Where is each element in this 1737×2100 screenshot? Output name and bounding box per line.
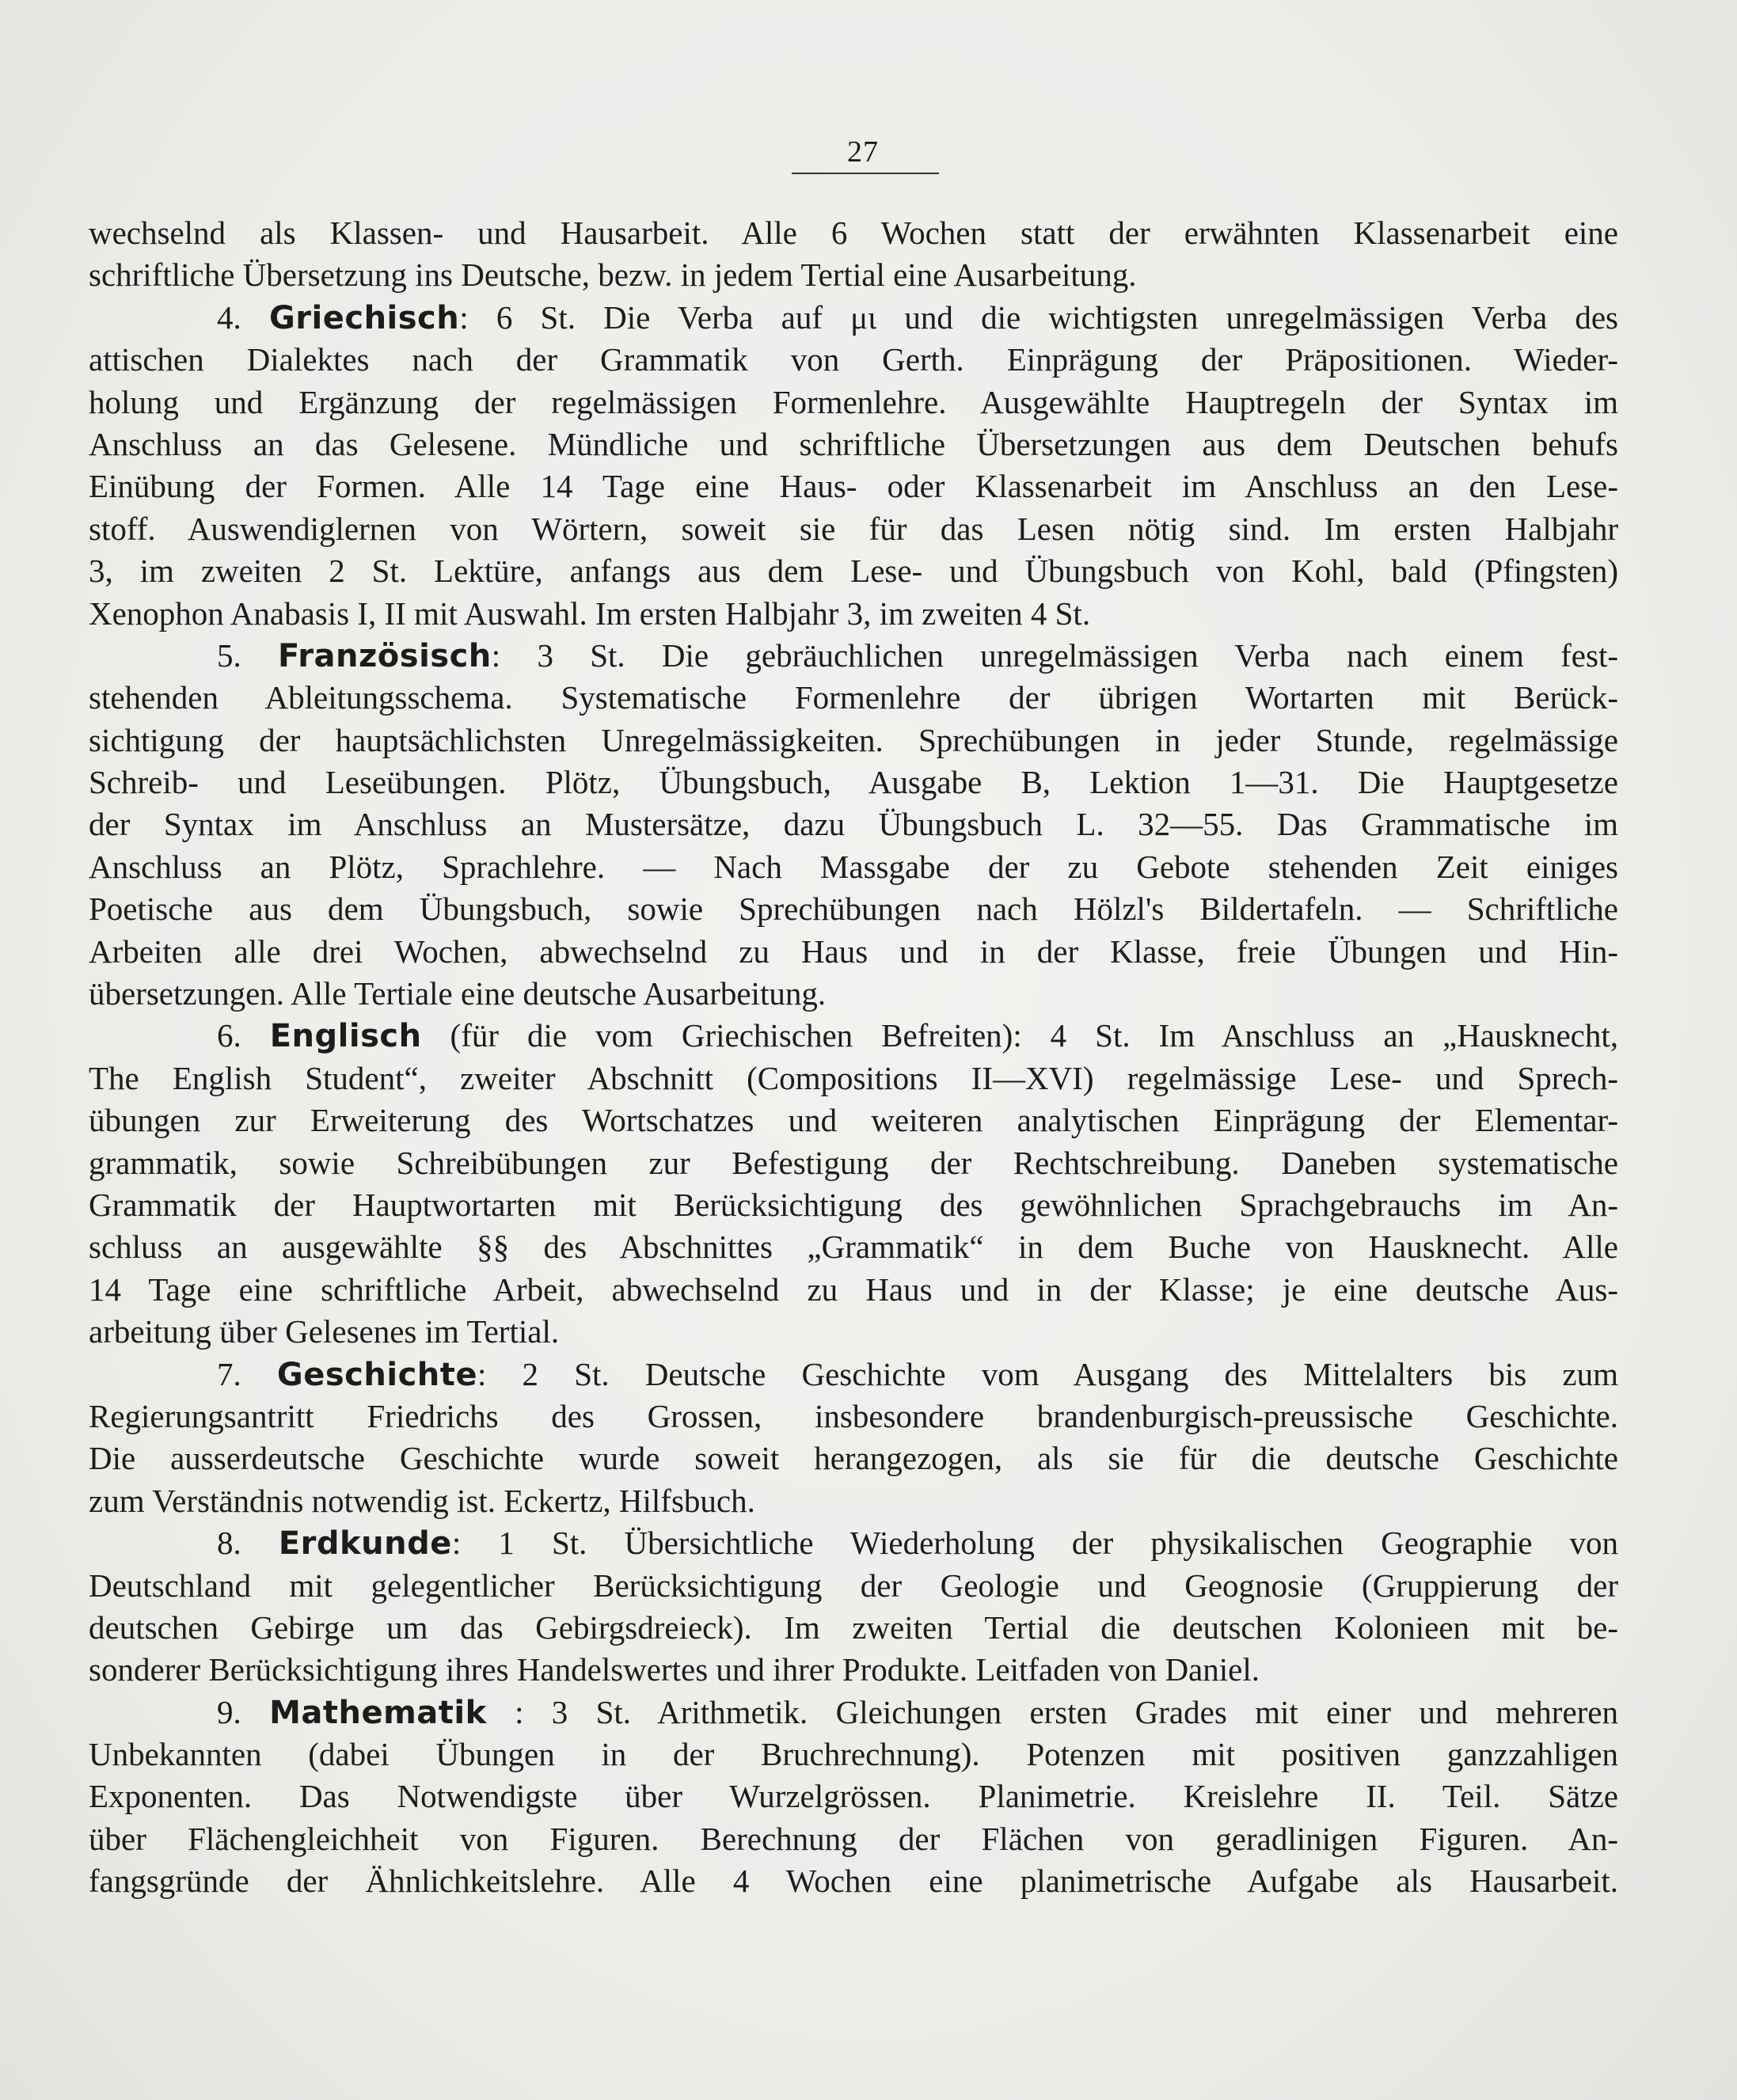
- text-line: Arbeiten alle drei Wochen, abwechselnd zu Haus und in der Klasse, freie Übungen und Hin-: [89, 932, 1618, 970]
- subject-title: Geschichte: [276, 1356, 478, 1393]
- text-line: 3, im zweiten 2 St. Lektüre, anfangs aus dem Lese- und Übungsbuch von Kohl, bald (Pfingsten): [89, 553, 1618, 590]
- text-line: Anschluss an das Gelesene. Mündliche und schriftliche Übersetzungen aus dem Deutschen behufs: [89, 425, 1618, 462]
- text-line: Einübung der Formen. Alle 14 Tage eine Haus- oder Klassenarbeit im Anschluss an den Lese-: [89, 468, 1618, 505]
- text-line: schriftliche Übersetzung ins Deutsche, bezw. in jedem Tertial eine Ausarbeitung.: [89, 256, 1137, 294]
- text-line: grammatik, sowie Schreibübungen zur Befestigung der Rechtschreibung. Daneben systematische: [89, 1144, 1618, 1181]
- section-text: : 6 St. Die Verba auf μι und die wichtigsten unregelmässigen Verba des: [459, 298, 1618, 336]
- text-line: deutschen Gebirge um das Gebirgsdreieck). Im zweiten Tertial die deutschen Kolonieen mit be-: [89, 1608, 1618, 1646]
- text-line: Grammatik der Hauptwortarten mit Berücksichtigung des gewöhnlichen Sprachgebrauchs im An-: [89, 1186, 1618, 1223]
- body-text: [89, 212, 1618, 1903]
- subject-title: Erdkunde: [278, 1525, 452, 1563]
- section-heading-line: [89, 1692, 1618, 1734]
- text-line: holung und Ergänzung der regelmässigen Formenlehre. Ausgewählte Hauptregeln der Syntax im: [89, 383, 1618, 420]
- text-line: Unbekannten (dabei Übungen in der Bruchrechnung). Potenzen mit positiven ganzzahligen: [89, 1736, 1618, 1773]
- text-line: stehenden Ableitungsschema. Systematische Formenlehre der übrigen Wortarten mit Berück-: [89, 679, 1618, 716]
- text-line: wechselnd als Klassen- und Hausarbeit. Alle 6 Wochen statt der erwähnten Klassenarbeit eine: [89, 215, 1618, 251]
- text-line: fangsgründe der Ähnlichkeitslehre. Alle 4 Wochen eine planimetrische Aufgabe als Hausarbeit.: [89, 1863, 1618, 1900]
- subject-title: Griechisch: [268, 299, 460, 336]
- text-line: Deutschland mit gelegentlicher Berücksichtigung der Geologie und Geognosie (Gruppierung der: [89, 1566, 1618, 1604]
- section-number: 6.: [217, 1017, 270, 1054]
- section-heading-line: [89, 1015, 1618, 1057]
- subject-title: Mathematik: [269, 1694, 487, 1731]
- text-line: Xenophon Anabasis I, II mit Auswahl. Im ersten Halbjahr 3, im zweiten 4 St.: [89, 594, 1091, 632]
- text-line: der Syntax im Anschluss an Mustersätze, dazu Übungsbuch L. 32—55. Das Grammatische im: [89, 806, 1618, 843]
- text-line: Regierungsantritt Friedrichs des Grossen, insbesondere brandenburgisch-preussische Geschichte.: [89, 1397, 1618, 1434]
- text-line: sichtigung der hauptsächlichsten Unregelmässigkeiten. Sprechübungen in jeder Stunde, regelmässige: [89, 721, 1618, 758]
- page-number-rule: [792, 173, 939, 174]
- section-number: 8.: [217, 1525, 279, 1562]
- section-heading-line: [89, 297, 1618, 339]
- text-line: Schreib- und Leseübungen. Plötz, Übungsbuch, Ausgabe B, Lektion 1—31. Die Hauptgesetze: [89, 764, 1618, 801]
- section-number: 4.: [217, 298, 269, 336]
- text-line: übersetzungen. Alle Tertiale eine deutsche Ausarbeitung.: [89, 975, 827, 1012]
- text-line: zum Verständnis notwendig ist. Eckertz, Hilfsbuch.: [89, 1482, 755, 1519]
- text-line: arbeitung über Gelesenes im Tertial.: [89, 1313, 560, 1350]
- text-line: Poetische aus dem Übungsbuch, sowie Sprechübungen nach Hölzl's Bildertafeln. — Schriftliche: [89, 891, 1618, 928]
- section-number: 7.: [217, 1355, 277, 1392]
- section-number: 5.: [217, 636, 279, 674]
- section-heading-line: [89, 1522, 1618, 1564]
- subject-title: Englisch: [269, 1018, 422, 1055]
- subject-title: Französisch: [278, 637, 492, 674]
- section-heading-line: [89, 1354, 1618, 1396]
- page-number: 27: [847, 135, 879, 169]
- text-line: 14 Tage eine schriftliche Arbeit, abwechselnd zu Haus und in der Klasse; je eine deutsche Aus-: [89, 1270, 1618, 1308]
- text-line: sonderer Berücksichtigung ihres Handelswertes und ihrer Produkte. Leitfaden von Daniel.: [89, 1651, 1260, 1688]
- section-text: : 3 St. Arithmetik. Gleichungen ersten Grades mit einer und mehreren: [486, 1693, 1618, 1730]
- section-text: : 2 St. Deutsche Geschichte vom Ausgang des Mittelalters bis zum: [477, 1355, 1618, 1392]
- section-number: 9.: [217, 1693, 270, 1730]
- text-line: stoff. Auswendiglernen von Wörtern, soweit sie für das Lesen nötig sind. Im ersten Halbjahr: [89, 510, 1618, 547]
- text-line: Anschluss an Plötz, Sprachlehre. — Nach Massgabe der zu Gebote stehenden Zeit einiges: [89, 848, 1618, 885]
- section-heading-line: [89, 635, 1618, 677]
- section-text: : 3 St. Die gebräuchlichen unregelmässigen Verba nach einem fest-: [491, 636, 1618, 674]
- text-line: übungen zur Erweiterung des Wortschatzes und weiteren analytischen Einprägung der Elementar-: [89, 1102, 1618, 1139]
- text-line: The English Student“, zweiter Abschnitt (Compositions II—XVI) regelmässige Lese- und Sprech-: [89, 1059, 1618, 1096]
- text-line: attischen Dialektes nach der Grammatik von Gerth. Einprägung der Präpositionen. Wieder-: [89, 341, 1618, 378]
- text-line: über Flächengleichheit von Figuren. Berechnung der Flächen von geradlinigen Figuren. An-: [89, 1820, 1618, 1857]
- section-text: : 1 St. Übersichtliche Wiederholung der physikalischen Geographie von: [451, 1525, 1618, 1562]
- text-line: Exponenten. Das Notwendigste über Wurzelgrössen. Planimetrie. Kreislehre II. Teil. Sätze: [89, 1778, 1618, 1815]
- section-text: (für die vom Griechischen Befreiten): 4 St. Im Anschluss an „Hausknecht,: [421, 1017, 1618, 1054]
- text-line: schluss an ausgewählte §§ des Abschnittes „Grammatik“ in dem Buche von Hausknecht. Alle: [89, 1228, 1618, 1266]
- text-line: Die ausserdeutsche Geschichte wurde soweit herangezogen, als sie für die deutsche Geschichte: [89, 1440, 1618, 1477]
